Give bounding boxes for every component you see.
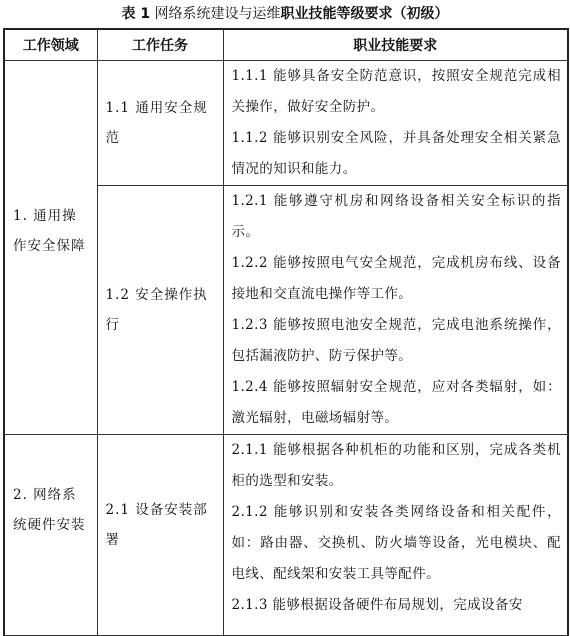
work-task-cell [97,435,223,636]
work-area-cell [4,435,97,636]
work-task-text: 1.1 通用安全规范 [105,100,208,146]
header-work-area: 工作领域 [4,29,97,61]
work-task-cell [97,61,223,186]
header-work-task: 工作任务 [97,29,223,61]
table-number: 表 1 [121,6,151,22]
work-area-text: 1. 通用操作安全保障 [13,208,86,254]
table-row [4,61,568,186]
requirements-cell [223,186,568,435]
work-area-cell [4,61,97,435]
requirement-item: 1.2.1 能够遵守机房和网络设备相关安全标识的指示。 [231,193,561,240]
work-task-text: 1.2 安全操作执行 [105,287,208,333]
requirements-cell [223,435,568,636]
work-area-text: 2. 网络系统硬件安装 [13,487,86,533]
requirement-item: 2.1.2 能够识别和安装各类网络设备和相关配件，如：路由器、交换机、防火墙等设备，光电模块、配电线、配线架和安装工具等配件。 [231,504,561,582]
header-row [4,29,568,61]
requirement-item: 1.2.3 能够按照电池安全规范，完成电池系统操作，包括漏液防护、防亏保护等。 [231,317,561,364]
requirement-item: 1.2.4 能够按照辐射安全规范，应对各类辐射，如：激光辐射，电磁场辐射等。 [231,379,561,426]
work-task-cell [97,186,223,435]
table-title-plain: 网络系统建设与运维 [154,6,281,22]
requirement-item: 1.2.2 能够按照电气安全规范，完成机房布线、设备接地和交直流电操作等工作。 [231,255,561,302]
table-title-bold: 职业技能等级要求（初级） [280,6,449,22]
work-task-text: 2.1 设备安装部署 [105,502,208,548]
requirement-item: 1.1.2 能够识别安全风险，并具备处理安全相关紧急情况的知识和能力。 [231,130,561,177]
skill-requirements-table [3,28,569,636]
table-caption [0,2,570,26]
table-row [4,435,568,636]
header-skill-requirement: 职业技能要求 [223,29,568,61]
requirement-item: 1.1.1 能够具备安全防范意识，按照安全规范完成相关操作，做好安全防护。 [231,68,561,115]
requirements-cell [223,61,568,186]
requirement-item: 2.1.3 能够根据设备硬件布局规划，完成设备安 [231,597,523,613]
requirement-item: 2.1.1 能够根据各种机柜的功能和区别，完成各类机柜的选型和安装。 [231,442,561,489]
